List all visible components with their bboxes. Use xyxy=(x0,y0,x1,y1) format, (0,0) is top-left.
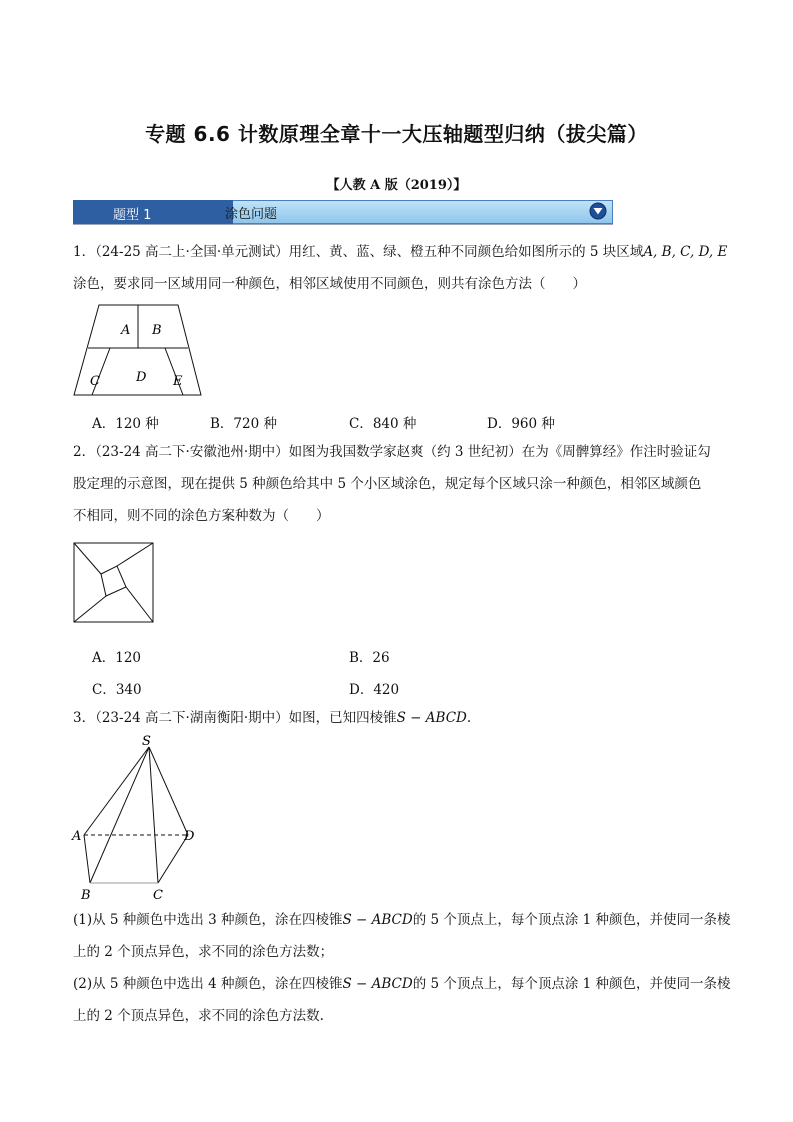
q1-line1: 1．（24-25 高二上·全国·单元测试）用红、黄、蓝、绿、橙五种不同颜色给如图所示的 5 块区域A, B, C, D, E xyxy=(73,244,728,260)
line-bottom-right xyxy=(126,587,153,622)
vertex-label-d: D xyxy=(184,829,195,844)
q3-figure xyxy=(70,733,200,901)
q1-option-c[interactable]: C．840 种 xyxy=(349,416,417,432)
q3-math: S − ABCD xyxy=(396,710,467,726)
q2-text xyxy=(73,436,733,532)
q1-line2: 涂色，要求同一区域用同一种颜色，相邻区域使用不同颜色，则共有涂色方法（ ） xyxy=(73,276,586,292)
q2-option-d[interactable]: D．420 xyxy=(349,682,400,698)
edge-sd xyxy=(149,747,188,835)
q2-option-b[interactable]: B．26 xyxy=(349,650,390,666)
q3-part2-math: S − ABCD xyxy=(342,976,413,992)
outer-square xyxy=(74,543,153,622)
q3-part2-line2: 上的 2 个顶点异色，求不同的涂色方法数. xyxy=(73,1008,324,1024)
section-tag xyxy=(73,200,233,224)
down-arrow-circle-icon[interactable] xyxy=(589,202,607,220)
vertex-label-a: A xyxy=(72,829,82,844)
q3-text xyxy=(73,702,733,734)
vertex-label-c: C xyxy=(153,888,163,901)
q1-option-d[interactable]: D．960 种 xyxy=(487,416,555,432)
vertex-label-s: S xyxy=(142,734,151,749)
q1-figure xyxy=(72,303,204,397)
section-label: 涂色问题 xyxy=(225,207,278,222)
q3-part1-line1: (1)从 5 种颜色中选出 3 种颜色，涂在四棱锥S − ABCD的 5 个顶点上，每个顶点涂 1 种颜色，并使同一条棱 xyxy=(73,912,731,928)
q3-line1: 3．（23-24 高二下·湖南衡阳·期中）如图，已知四棱锥S − ABCD. xyxy=(73,710,472,726)
region-label-e: E xyxy=(173,374,183,389)
q1-option-a[interactable]: A．120 种 xyxy=(92,416,159,432)
section-banner xyxy=(73,199,613,225)
page-title: 专题 6.6 计数原理全章十一大压轴题型归纳（拔尖篇） xyxy=(145,122,648,146)
q1-text xyxy=(73,236,733,300)
vertex-label-b: B xyxy=(81,888,91,901)
region-label-d: D xyxy=(136,370,147,385)
edge-ab xyxy=(84,835,90,883)
q2-option-a[interactable]: A．120 xyxy=(92,650,142,666)
region-label-c: C xyxy=(90,374,100,389)
edge-sc xyxy=(149,747,158,883)
region-label-a: A xyxy=(121,323,131,338)
q2-line3: 不相同，则不同的涂色方案种数为（ ） xyxy=(73,508,330,524)
edition-label: 【人教 A 版（2019）】 xyxy=(326,178,467,193)
q2-line1: 2．（23-24 高二下·安徽池州·期中）如图为我国数学家赵爽（约 3 世纪初）在为《周髀算经》作注时验证勾 xyxy=(73,444,711,460)
q3-part1-line2: 上的 2 个顶点异色，求不同的涂色方法数； xyxy=(73,944,334,960)
q2-line2: 股定理的示意图，现在提供 5 种颜色给其中 5 个小区域涂色，规定每个区域只涂一种颜色，相邻区域颜色 xyxy=(73,476,702,492)
q3-part1-math: S − ABCD xyxy=(342,912,413,928)
q2-figure xyxy=(73,542,155,624)
line-top-right xyxy=(117,543,153,566)
q1-math: A, B, C, D, E xyxy=(643,244,728,260)
line-top-left xyxy=(74,543,101,574)
inner-square xyxy=(101,566,126,596)
region-label-b: B xyxy=(152,323,162,338)
section-tag-label: 题型 1 xyxy=(113,208,152,223)
q3-parts xyxy=(73,904,733,1032)
line-bottom-left xyxy=(74,596,106,622)
q2-option-c[interactable]: C．340 xyxy=(92,682,142,698)
q1-option-b[interactable]: B．720 种 xyxy=(210,416,277,432)
q3-part2-line1: (2)从 5 种颜色中选出 4 种颜色，涂在四棱锥S − ABCD的 5 个顶点上，每个顶点涂 1 种颜色，并使同一条棱 xyxy=(73,976,731,992)
